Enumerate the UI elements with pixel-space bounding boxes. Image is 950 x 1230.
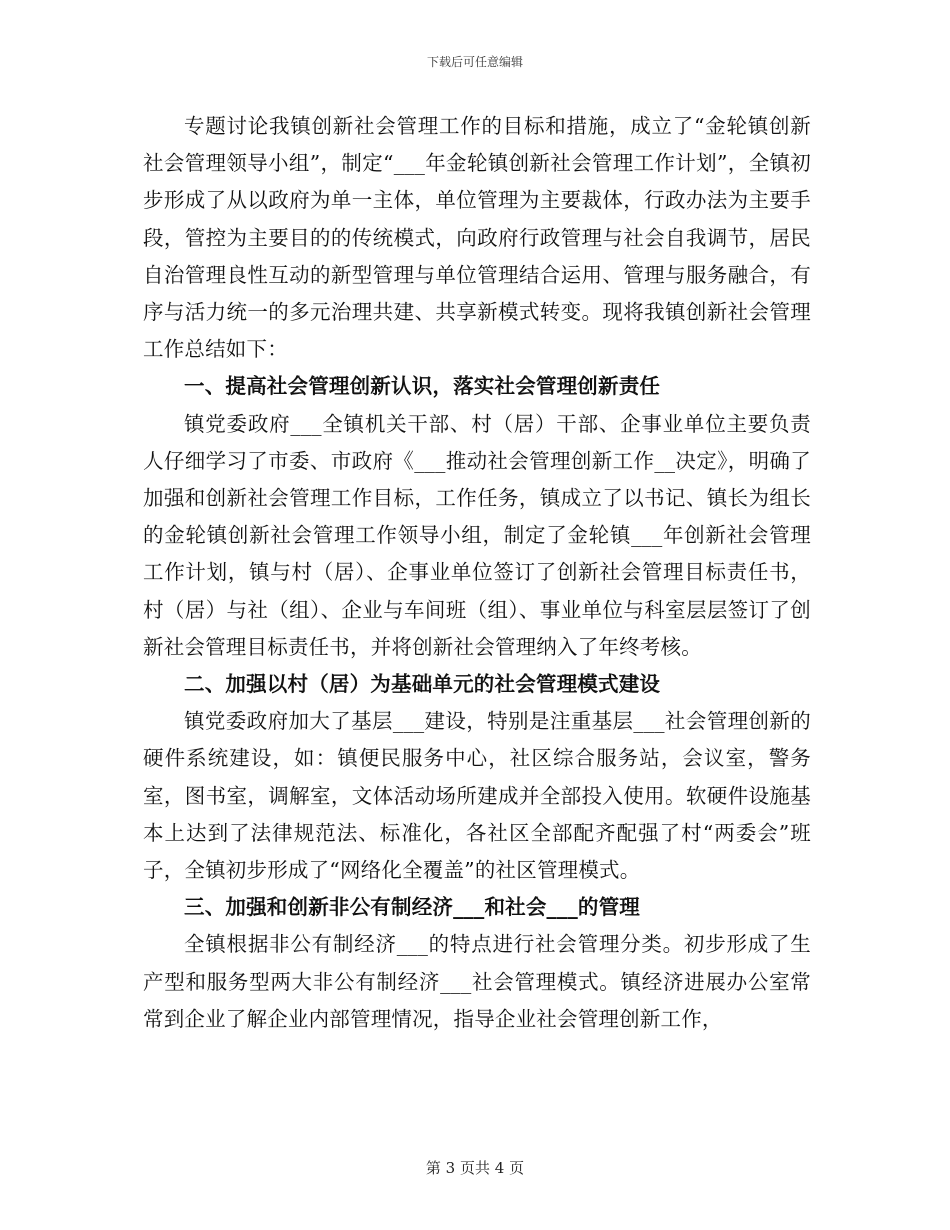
section-paragraph-2: 镇党委政府加大了基层___建设，特别是注重基层___社会管理创新的硬件系统建设，如：镇便民服务中心，社区综合服务站，会议室，警务室，图书室，调解室，文体活动场所建成并全部投入使用。软硬件设施基本上达到了法律规范法、标准化，各社区全部配齐配强了村“两委会”班子，全镇初步形成了“网络化全覆盖”的社区管理模式。 bbox=[143, 709, 811, 883]
section-heading-1: 一、提高社会管理创新认识，落实社会管理创新责任 bbox=[184, 374, 661, 399]
section-heading-2: 二、加强以村（居）为基础单元的社会管理模式建设 bbox=[184, 672, 661, 697]
section-heading-3: 三、加强和创新非公有制经济___和社会___的管理 bbox=[184, 895, 640, 920]
intro-paragraph: 专题讨论我镇创新社会管理工作的目标和措施，成立了“金轮镇创新社会管理领导小组”，制定“___年金轮镇创新社会管理工作计划”，全镇初步形成了从以政府为单一主体，单位管理为主要裁体，行政办法为主要手段，管控为主要目的的传统模式，向政府行政管理与社会自我调节，居民自治管理良性互动的新型管理与单位管理结合运用、管理与服务融合，有序与活力统一的多元治理共建、共享新模式转变。现将我镇创新社会管理工作总结如下： bbox=[143, 114, 811, 362]
document-body bbox=[143, 108, 811, 1038]
page-header: 下载后可任意编辑 bbox=[426, 55, 523, 69]
section-paragraph-3: 全镇根据非公有制经济___的特点进行社会管理分类。初步形成了生产型和服务型两大非公有制经济___社会管理模式。镇经济进展办公室常常到企业了解企业内部管理情况，指导企业社会管理创新工作， bbox=[143, 932, 811, 1031]
page-footer: 第 3 页共 4 页 bbox=[425, 1159, 525, 1177]
section-paragraph-1: 镇党委政府___全镇机关干部、村（居）干部、企事业单位主要负责人仔细学习了市委、市政府《___推动社会管理创新工作__决定》，明确了加强和创新社会管理工作目标，工作任务，镇成立了以书记、镇长为组长的金轮镇创新社会管理工作领导小组，制定了金轮镇___年创新社会管理工作计划，镇与村（居）、企事业单位签订了创新社会管理目标责任书，村（居）与社（组）、企业与车间班（组）、事业单位与科室层层签订了创新社会管理目标责任书，并将创新社会管理纳入了年终考核。 bbox=[143, 411, 811, 659]
